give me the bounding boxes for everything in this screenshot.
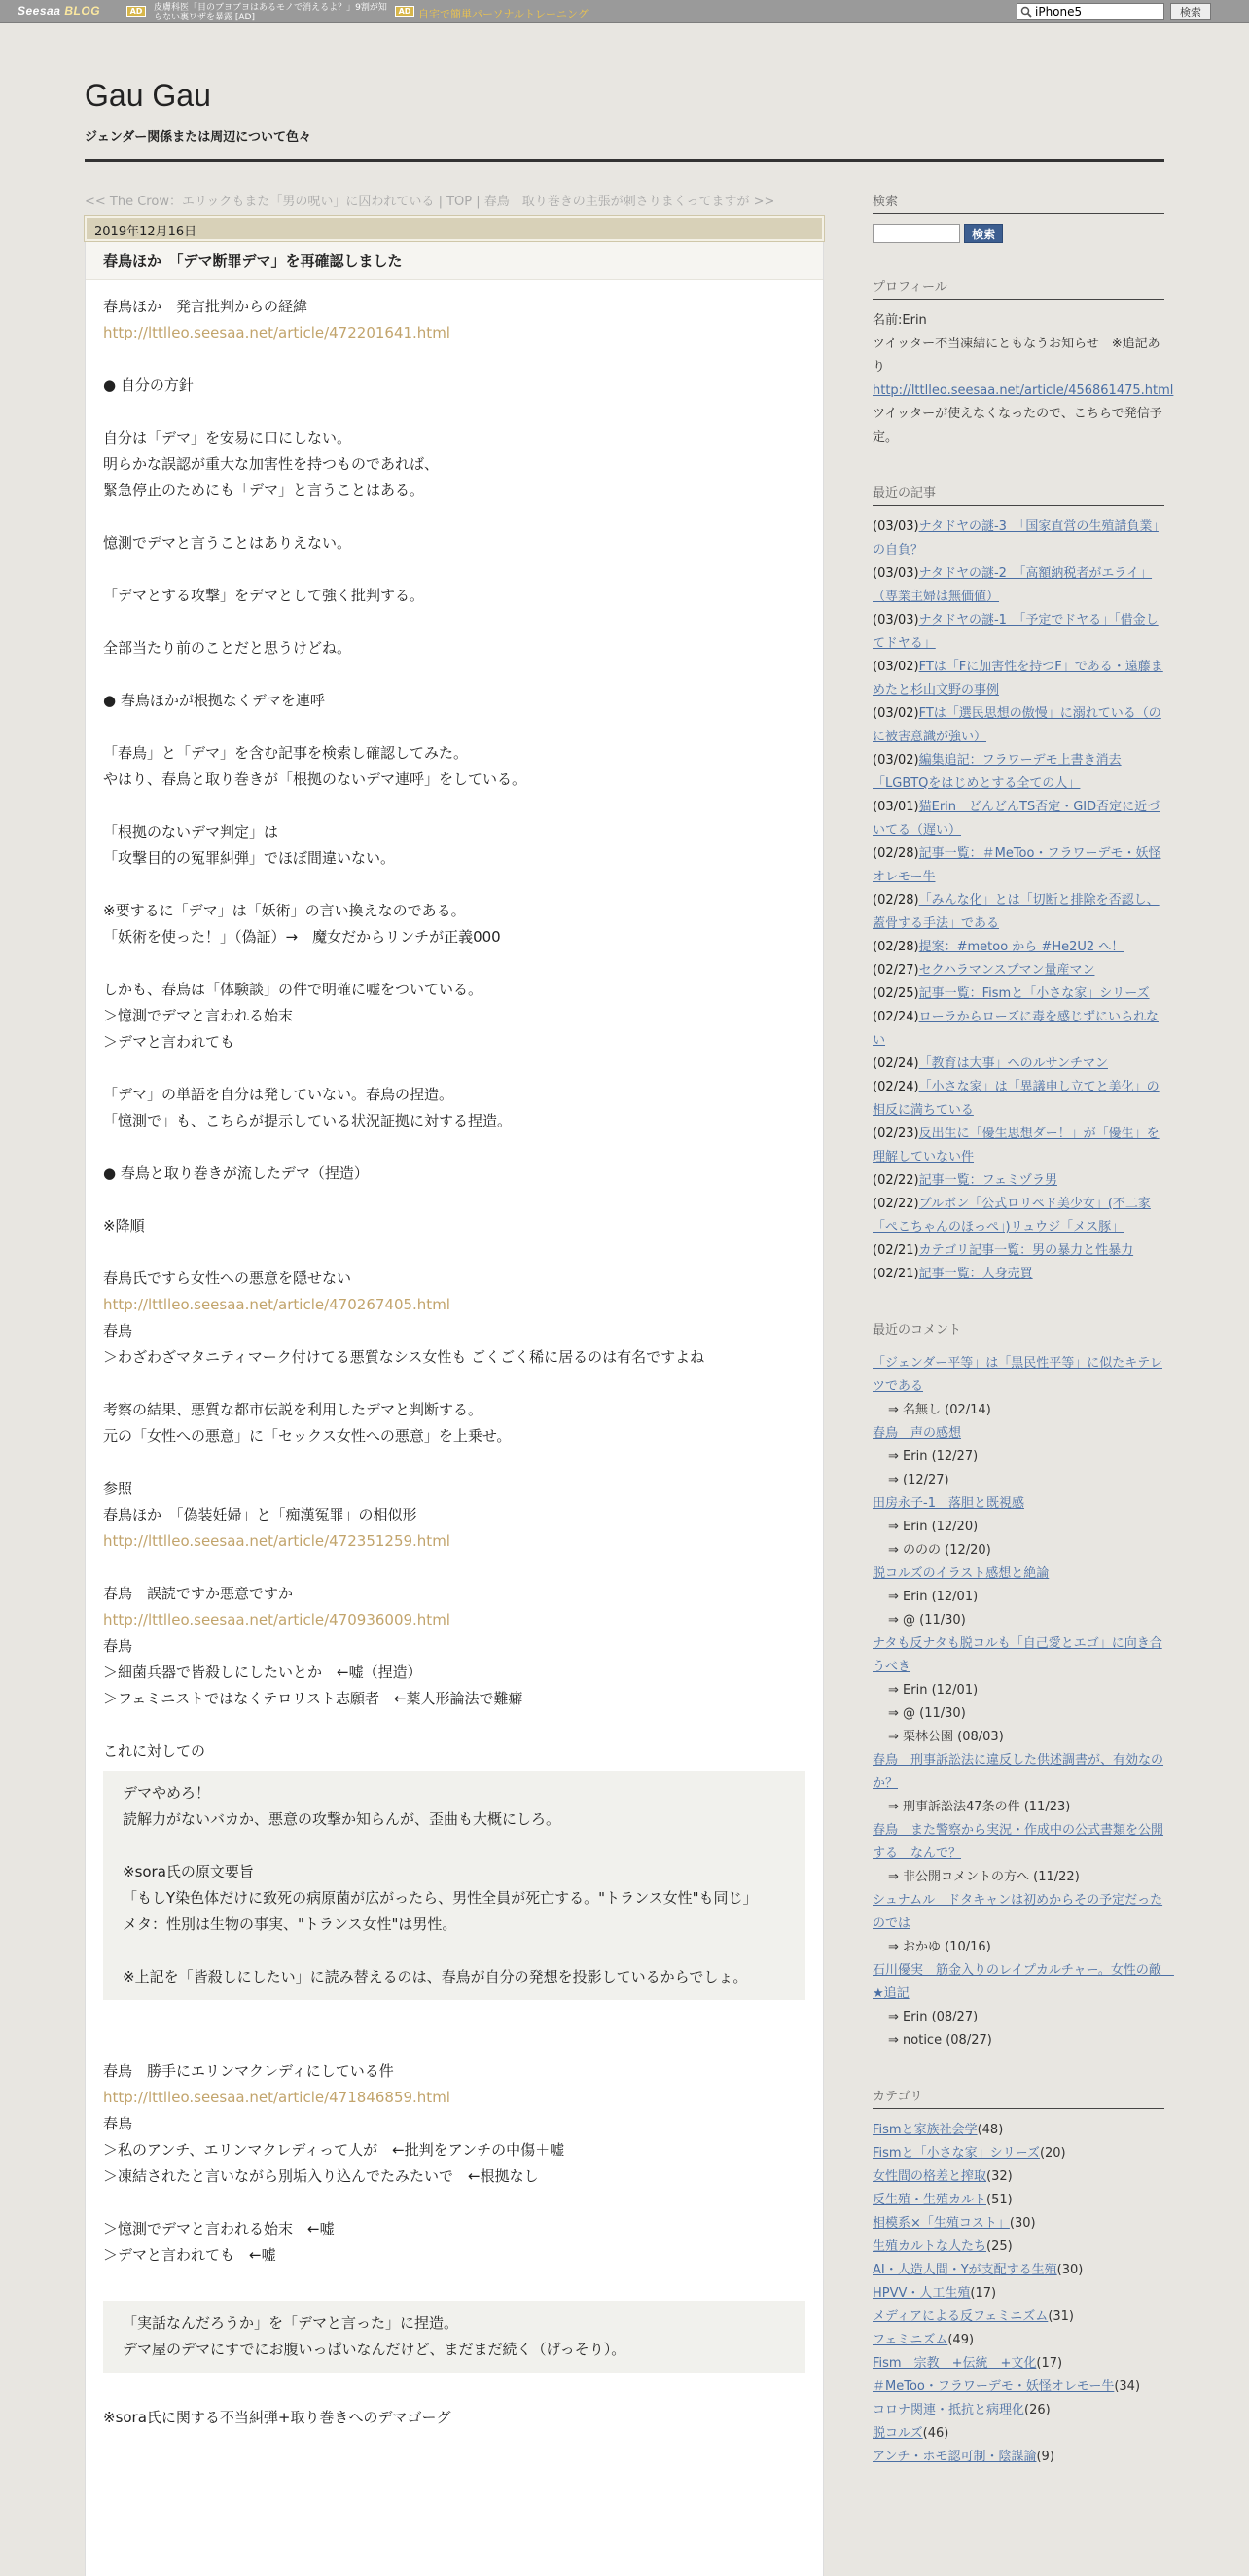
article-text-line: 「デマとする攻撃」をデマとして強く批判する。 (103, 587, 425, 604)
category-link[interactable]: 生殖カルトな人たち (873, 2239, 987, 2254)
paragraph-gap (103, 2269, 805, 2295)
category-item (873, 2422, 1164, 2446)
article-text-line: 「根拠のないデマ判定」は (103, 823, 279, 841)
recent-article-item (873, 796, 1164, 842)
recent-article-item (873, 889, 1164, 936)
category-link[interactable]: 女性間の格差と搾取 (873, 2169, 987, 2184)
comment-author[interactable]: ⇒ Erin (08/27) (888, 2010, 979, 2024)
comment-article-link[interactable]: 「ジェンダー平等」は「黒民性平等」に似たキテレツである (873, 1356, 1162, 1394)
article (85, 241, 824, 2576)
profile-note-2: ツイッターが使えなくなったので、こちらで発信予定。 (873, 407, 1162, 445)
blockquote (103, 2301, 805, 2373)
category-link[interactable]: Fismと「小さな家」シリーズ (873, 2146, 1040, 2161)
comment-author[interactable]: ⇒ Erin (12/20) (888, 1520, 979, 1534)
comment-author[interactable]: ⇒ Erin (12/01) (888, 1683, 979, 1698)
category-count: (34) (1114, 2379, 1141, 2394)
recent-article-item (873, 1169, 1164, 1193)
topbar-search-input[interactable] (1035, 5, 1160, 18)
article-text-line: これに対しての (103, 1742, 206, 1760)
category-count: (30) (1009, 2216, 1036, 2231)
category-count: (49) (947, 2333, 975, 2347)
sidebar-search-input[interactable] (873, 224, 960, 243)
paragraph-gap (103, 399, 805, 425)
article-text-line: 明らかな誤認が重大な加害性を持つものであれば、 (103, 455, 440, 473)
category-count: (17) (970, 2286, 997, 2301)
article-text-line: 「憶測で」も、こちらが提示している状況証拠に対する捏造。 (103, 1112, 513, 1129)
recent-article-item (873, 656, 1164, 702)
recent-article-item (873, 516, 1164, 562)
paragraph-gap (103, 1712, 805, 1738)
topic-path-nav[interactable]: << The Crow：エリックもまた「男の呪い」に囚われている | TOP | 春鳥 取り巻きの主張が刺さりまくってますが >> (85, 195, 775, 209)
categories-heading: カテゴリ (873, 2086, 1164, 2109)
article-text-line: ＞凍結されたと言いながら別垢入り込んでたみたいで ←根拠なし (103, 2167, 539, 2185)
sidebar-search-button[interactable]: 検索 (964, 224, 1003, 243)
paragraph-gap (103, 556, 805, 583)
article-link[interactable]: http://lttlleo.seesaa.net/article/470267405.html (103, 1296, 450, 1313)
article-text-line: 全部当たり前のことだと思うけどね。 (103, 639, 352, 657)
article-text-line: ＞デマと言われても ←嘘 (103, 2246, 276, 2264)
article-text-line: 春鳥 (103, 2115, 133, 2132)
category-count: (51) (986, 2193, 1013, 2207)
article-text-line: ＞私のアンチ、エリンマクレディって人が ←批判をアンチの中傷＋嘘 (103, 2141, 565, 2159)
article-text-line: 春鳥氏ですら女性への悪意を隠せない (103, 1270, 352, 1287)
article-link[interactable]: http://lttlleo.seesaa.net/article/470936009.html (103, 1611, 450, 1628)
category-count: (32) (986, 2169, 1013, 2184)
main-column (85, 191, 824, 2498)
category-item (873, 2329, 1164, 2352)
site-description: ジェンダー関係または周辺について色々 (85, 130, 311, 145)
recent-article-link[interactable]: ナタドヤの謎-3 「国家直営の生殖請負業」の自負？ (873, 519, 1159, 557)
recent-articles-heading: 最近の記事 (873, 483, 1164, 506)
category-count: (26) (1024, 2403, 1051, 2417)
recent-article-item (873, 1076, 1164, 1123)
article-text-line: しかも、春鳥は「体験談」の件で明確に嘘をついている。 (103, 981, 483, 998)
recent-article-link[interactable]: 記事一覧：＃MeToo・フラワーデモ・妖怪オレモー牛 (873, 846, 1161, 884)
recent-article-date: (02/28) (873, 940, 919, 954)
recent-article-item (873, 1239, 1164, 1263)
comment-article-link[interactable]: 春鳥 刑事訴訟法に違反した供述調書が、有効なのか？ (873, 1753, 1164, 1791)
category-item (873, 2212, 1164, 2236)
recent-article-link[interactable]: FTは「Fに加害性を持つF」である・遠藤まめたと杉山文野の事例 (873, 660, 1163, 698)
category-link[interactable]: Fismと家族社会学 (873, 2123, 978, 2137)
recent-article-link[interactable]: 「小さな家」は「異議申し立てと美化」の相反に満ちている (873, 1080, 1160, 1118)
recent-article-item (873, 1193, 1164, 1239)
recent-article-date: (02/27) (873, 963, 919, 978)
category-item (873, 2399, 1164, 2422)
article-text-line: 自分は「デマ」を安易に口にしない。 (103, 429, 352, 447)
quote-line: 「もしY染色体だけに致死の病原菌が広がったら、男性全員が死亡する。"トランス女性"も同じ」 (123, 1889, 758, 1907)
seesaa-blog-logo[interactable]: Seesaa BLOG (18, 4, 101, 18)
category-item (873, 2236, 1164, 2259)
article-text-line: 「春鳥」と「デマ」を含む記事を検索し確認してみた。 (103, 744, 469, 762)
article-text-line: 「妖術を使った！」（偽証）→ 魔女だからリンチが正義000 (103, 928, 501, 946)
recent-article-link[interactable]: 記事一覧：人身売買 (918, 1267, 1033, 1281)
category-link[interactable]: コロナ関連・抵抗と病理化 (873, 2403, 1025, 2417)
paragraph-gap (103, 1449, 805, 1476)
recent-comments-list (873, 1352, 1174, 2053)
paragraph-gap (103, 950, 805, 977)
paragraph-gap (103, 714, 805, 740)
recent-article-item (873, 959, 1164, 983)
article-text-line: 春鳥 (103, 1637, 133, 1655)
recent-article-link[interactable]: ナタドヤの謎-1 「予定でドヤる」「借金してドヤる」 (873, 613, 1159, 651)
comment-article-link[interactable]: 脱コルズのイラスト感想と絶論 (873, 1566, 1050, 1581)
category-item (873, 2282, 1164, 2306)
recent-article-date: (03/03) (873, 566, 919, 581)
category-count: (30) (1056, 2263, 1084, 2277)
sidebar (873, 191, 1174, 2498)
article-body (86, 280, 823, 2431)
sidebar-search-heading: 検索 (873, 191, 1164, 214)
sidebar-profile (873, 276, 1174, 449)
article-text-line: ※要するに「デマ」は「妖術」の言い換えなのである。 (103, 902, 466, 919)
sidebar-recent-comments (873, 1319, 1174, 2053)
recent-article-date: (02/28) (873, 846, 919, 861)
comment-author[interactable]: ⇒ @ (11/30) (888, 1613, 966, 1628)
paragraph-gap (103, 2379, 805, 2405)
profile-link[interactable]: http://lttlleo.seesaa.net/article/456861475.html (873, 383, 1174, 398)
search-icon (1020, 6, 1032, 18)
category-link[interactable]: メディアによる反フェミニズム (873, 2309, 1049, 2324)
comment-author[interactable]: ⇒ Erin (12/27) (888, 1449, 979, 1464)
comment-article-link[interactable]: 春鳥 また警察から実況・作成中の公式書類を公開する なんで？ (873, 1823, 1164, 1861)
comment-author[interactable]: ⇒ 名無し (02/14) (888, 1403, 991, 1417)
paragraph-gap (103, 346, 805, 373)
paragraph-gap (103, 793, 805, 819)
category-link[interactable]: 反生殖・生殖カルト (873, 2193, 987, 2207)
category-item (873, 2446, 1164, 2469)
article-link[interactable]: http://lttlleo.seesaa.net/article/471846859.html (103, 2089, 450, 2106)
article-text-line: ＞憶測でデマと言われる始末 (103, 1007, 294, 1024)
paragraph-gap (103, 662, 805, 688)
comment-author[interactable]: ⇒ おかゆ (10/16) (888, 1940, 991, 1954)
recent-article-link[interactable]: 「教育は大事」へのルサンチマン (918, 1056, 1108, 1071)
recent-article-item (873, 1123, 1164, 1169)
recent-article-link[interactable]: 提案：#metoo から #He2U2 へ！ (918, 940, 1124, 954)
article-text-line: 元の「女性への悪意」に「セックス女性への悪意」を上乗せ。 (103, 1427, 512, 1445)
recent-article-item (873, 1053, 1164, 1076)
comment-article-link[interactable]: ナタも反ナタも脱コルも「自己愛とエゴ」に向き合うべき (873, 1636, 1162, 1674)
article-text-line: ＞デマと言われても (103, 1033, 235, 1051)
recent-article-date: (03/02) (873, 706, 919, 721)
ad-link-2[interactable]: 自宅で簡単パーソナルトレーニング (418, 8, 589, 20)
recent-article-link[interactable]: 「みんな化」とは「切断と排除を否認し、蓋骨する手法」である (873, 893, 1160, 931)
site-title[interactable]: Gau Gau (85, 78, 211, 113)
article-text-line: 春鳥 (103, 1322, 133, 1340)
profile-name: 名前:Erin (873, 313, 927, 328)
header-divider (85, 159, 1164, 162)
quote-line: ※上記を「皆殺しにしたい」に読み替えるのは、春鳥が自分の発想を投影しているからでしょ。 (123, 1968, 748, 1986)
recent-article-date: (02/24) (873, 1010, 919, 1024)
article-title: 春鳥ほか 「デマ断罪デマ」を再確認しました (86, 241, 823, 280)
category-link[interactable]: 脱コルズ (873, 2426, 923, 2441)
category-count: (20) (1039, 2146, 1066, 2161)
recent-article-link[interactable]: 反出生に「優生思想ダー！」が「優生」を理解していない件 (873, 1127, 1160, 1164)
recent-article-date: (03/03) (873, 519, 919, 534)
paragraph-gap (103, 609, 805, 635)
ad-tag: AD (126, 6, 146, 17)
categories-list (873, 2119, 1164, 2469)
article-text-line: ※sora氏に関する不当糾弾+取り巻きへのデマゴーグ (103, 2409, 451, 2426)
category-link[interactable]: 相模系×「生殖コスト」 (873, 2216, 1010, 2231)
article-text-line: ＞憶測でデマと言われる始末 ←嘘 (103, 2220, 335, 2237)
paragraph-gap (103, 1187, 805, 1213)
recent-article-item (873, 1263, 1164, 1286)
article-link[interactable]: http://lttlleo.seesaa.net/article/472201641.html (103, 324, 450, 341)
comment-article-link[interactable]: 春鳥 声の感想 (873, 1426, 962, 1441)
comment-author[interactable]: ⇒ 刑事訴訟法47条の件 (11/23) (888, 1800, 1071, 1814)
category-link[interactable]: ＃MeToo・フラワーデモ・妖怪オレモー牛 (873, 2379, 1115, 2394)
recent-article-item (873, 1006, 1164, 1053)
recent-article-item (873, 562, 1164, 609)
article-text-line: 憶測でデマと言うことはありえない。 (103, 534, 352, 552)
recent-article-date: (02/22) (873, 1173, 919, 1188)
article-text-line: ● 自分の方針 (103, 376, 194, 394)
recent-article-link[interactable]: 編集追記：フラワーデモ上書き消去「LGBTQをはじめとする全ての人」 (873, 753, 1122, 791)
sidebar-search (873, 191, 1164, 243)
sidebar-categories (873, 2086, 1164, 2469)
category-count: (9) (1036, 2450, 1054, 2464)
blockquote (103, 1771, 805, 2000)
profile-note: ツイッター不当凍結にともなうお知らせ ※追記あり (873, 337, 1160, 375)
quote-line (123, 1938, 786, 1964)
recent-article-item (873, 609, 1164, 656)
article-text-line: 春鳥 誤読ですか悪意ですか (103, 1585, 294, 1602)
comment-article-link[interactable]: 石川優実 筋金入りのレイプカルチャー。女性の敵 ★追記 (873, 1963, 1174, 2001)
category-item (873, 2142, 1164, 2165)
recent-article-link[interactable]: 記事一覧：Fismと「小さな家」シリーズ (918, 986, 1150, 1001)
quote-line: メタ：性別は生物の事実、"トランス女性"は男性。 (123, 1915, 457, 1933)
category-item (873, 2352, 1164, 2376)
category-item (873, 2189, 1164, 2212)
article-link[interactable]: http://lttlleo.seesaa.net/article/472351259.html (103, 1532, 450, 1550)
category-link[interactable]: HPVV・人工生殖 (873, 2286, 971, 2301)
quote-line: 「実話なんだろうか」を「デマと言った」に捏造。 (123, 2314, 459, 2332)
comment-author[interactable]: ⇒ 栗林公園 (08/03) (888, 1730, 1004, 1744)
recent-article-date: (02/21) (873, 1267, 919, 1281)
quote-line: 読解力がないバカか、悪意の攻撃か知らんが、歪曲も大概にしろ。 (123, 1810, 561, 1828)
recent-article-date: (03/01) (873, 800, 919, 814)
paragraph-gap (103, 1134, 805, 1161)
quote-line: ※sora氏の原文要旨 (123, 1863, 254, 1880)
comment-author[interactable]: ⇒ Erin (12/01) (888, 1590, 979, 1604)
recent-article-link[interactable]: セクハラマンスプマン量産マン (918, 963, 1095, 978)
article-text-line: ● 春鳥と取り巻きが流したデマ（捏造） (103, 1164, 369, 1182)
recent-article-item (873, 936, 1164, 959)
comment-article-link[interactable]: 田房永子-1 落胆と既視感 (873, 1496, 1024, 1511)
paragraph-gap (103, 1371, 805, 1397)
category-link[interactable]: フェミニズム (873, 2333, 948, 2347)
category-item (873, 2259, 1164, 2282)
category-count: (31) (1048, 2309, 1074, 2324)
category-count: (46) (922, 2426, 949, 2441)
category-link[interactable]: Fism 宗教 +伝統 +文化 (873, 2356, 1037, 2371)
recent-article-date: (03/02) (873, 753, 919, 768)
comment-author[interactable]: ⇒ 非公開コメントの方へ (11/22) (888, 1870, 1080, 1884)
profile-heading: プロフィール (873, 276, 1164, 300)
recent-article-link[interactable]: 猫Erin どんどんTS否定・GID否定に近づいてる（遅い） (873, 800, 1160, 838)
topbar-search-button[interactable]: 検索 (1170, 3, 1211, 20)
quote-line: デマやめろ！ (123, 1784, 211, 1802)
ad-link-1[interactable]: 皮膚科医「目のブヨブヨはあるモノで消えるよ？」9割が知らない裏ワザを暴露 [AD] (154, 3, 387, 22)
article-text-line: 参照 (103, 1480, 133, 1497)
recent-article-item (873, 749, 1164, 796)
paragraph-gap (103, 504, 805, 530)
recent-article-link[interactable]: カテゴリ記事一覧：男の暴力と性暴力 (918, 1243, 1134, 1258)
category-item (873, 2165, 1164, 2189)
paragraph-gap (103, 1239, 805, 1266)
comment-author[interactable]: ⇒ notice (08/27) (888, 2033, 992, 2048)
quote-line (123, 1833, 786, 1859)
recent-article-item (873, 702, 1164, 749)
ad-tag-2: AD (395, 6, 414, 17)
article-text-line: ※降順 (103, 1217, 145, 1234)
article-text-line: 春鳥ほか 発言批判からの経緯 (103, 298, 308, 315)
comment-author[interactable]: ⇒ ののの (12/20) (888, 1543, 991, 1557)
category-item (873, 2376, 1164, 2399)
article-text-line: やはり、春鳥と取り巻きが「根拠のないデマ連呼」をしている。 (103, 770, 527, 788)
article-text-line: ● 春鳥ほかが根拠なくデマを連呼 (103, 692, 325, 709)
article-date: 2019年12月16日 (85, 216, 824, 241)
paragraph-gap (103, 1555, 805, 1581)
recent-article-link[interactable]: ローラからローズに毒を感じずにいられない (873, 1010, 1159, 1048)
article-text-line: 春鳥 勝手にエリンマクレディにしている件 (103, 2062, 394, 2080)
article-text-line: 緊急停止のためにも「デマ」と言うことはある。 (103, 482, 425, 499)
comment-article-link[interactable]: シュナムル ドタキャンは初めからその予定だったのでは (873, 1893, 1163, 1931)
recent-article-link[interactable]: FTは「選民思想の傲慢」に溺れている（のに被害意識が強い） (873, 706, 1161, 744)
category-item (873, 2306, 1164, 2329)
comment-author[interactable]: ⇒ (12/27) (888, 1473, 949, 1487)
category-count: (48) (977, 2123, 1004, 2137)
comment-author[interactable]: ⇒ @ (11/30) (888, 1706, 966, 1721)
recent-article-date: (02/24) (873, 1056, 919, 1071)
recent-article-link[interactable]: 記事一覧：フェミヅラ男 (918, 1173, 1057, 1188)
category-count: (17) (1036, 2356, 1063, 2371)
recent-article-date: (03/03) (873, 613, 919, 627)
category-item (873, 2119, 1164, 2142)
recent-article-date: (02/25) (873, 986, 919, 1001)
topbar-search-box (1017, 3, 1164, 20)
category-link[interactable]: アンチ・ホモ認可制・陰謀論 (873, 2450, 1037, 2464)
article-text-line: 春鳥ほか 「偽装妊婦」と「痴漢冤罪」の相似形 (103, 1506, 417, 1523)
article-text-line: 「攻撃目的の冤罪糾弾」でほぼ間違いない。 (103, 849, 396, 867)
paragraph-gap (103, 2190, 805, 2216)
paragraph-gap (103, 1055, 805, 1082)
article-text-line: 考察の結果、悪質な都市伝説を利用したデマと判断する。 (103, 1401, 483, 1418)
paragraph-gap (103, 2032, 805, 2058)
category-count: (25) (986, 2239, 1013, 2254)
recent-articles-list (873, 516, 1164, 1286)
recent-article-link[interactable]: ナタドヤの謎-2 「高額納税者がエライ」（専業主婦は無価値） (873, 566, 1153, 604)
top-bar (0, 0, 1249, 23)
quote-line: デマ屋のデマにすでにお腹いっぱいなんだけど、まだまだ続く（げっそり）。 (123, 2341, 626, 2358)
recent-article-date: (03/02) (873, 660, 919, 674)
sidebar-recent-articles (873, 483, 1164, 1286)
recent-comments-heading: 最近のコメント (873, 1319, 1164, 1342)
article-text-line: 「デマ」の単語を自分は発していない。春鳥の捏造。 (103, 1086, 454, 1103)
category-link[interactable]: AI・人造人間・Yが支配する生殖 (873, 2263, 1057, 2277)
paragraph-gap (103, 872, 805, 898)
article-text-line: ＞わざわざマタニティマーク付けてる悪質なシス女性も ごくごく稀に居るのは有名ですよね (103, 1348, 705, 1366)
recent-article-date: (02/28) (873, 893, 919, 908)
recent-article-date: (02/21) (873, 1243, 919, 1258)
recent-article-item (873, 983, 1164, 1006)
recent-article-date: (02/22) (873, 1197, 919, 1211)
article-text-line: ＞フェミニストではなくテロリスト志願者 ←薬人形論法で難癖 (103, 1690, 523, 1707)
recent-article-link[interactable]: ブルボン「公式ロリペド美少女」(不二家「ぺこちゃんのほっぺ」)リュウジ「メス豚」 (873, 1197, 1151, 1234)
article-text-line: ＞細菌兵器で皆殺しにしたいとか ←嘘（捏造） (103, 1664, 422, 1681)
recent-article-item (873, 842, 1164, 889)
paragraph-gap (103, 2006, 805, 2032)
recent-article-date: (02/23) (873, 1127, 919, 1141)
recent-article-date: (02/24) (873, 1080, 919, 1094)
